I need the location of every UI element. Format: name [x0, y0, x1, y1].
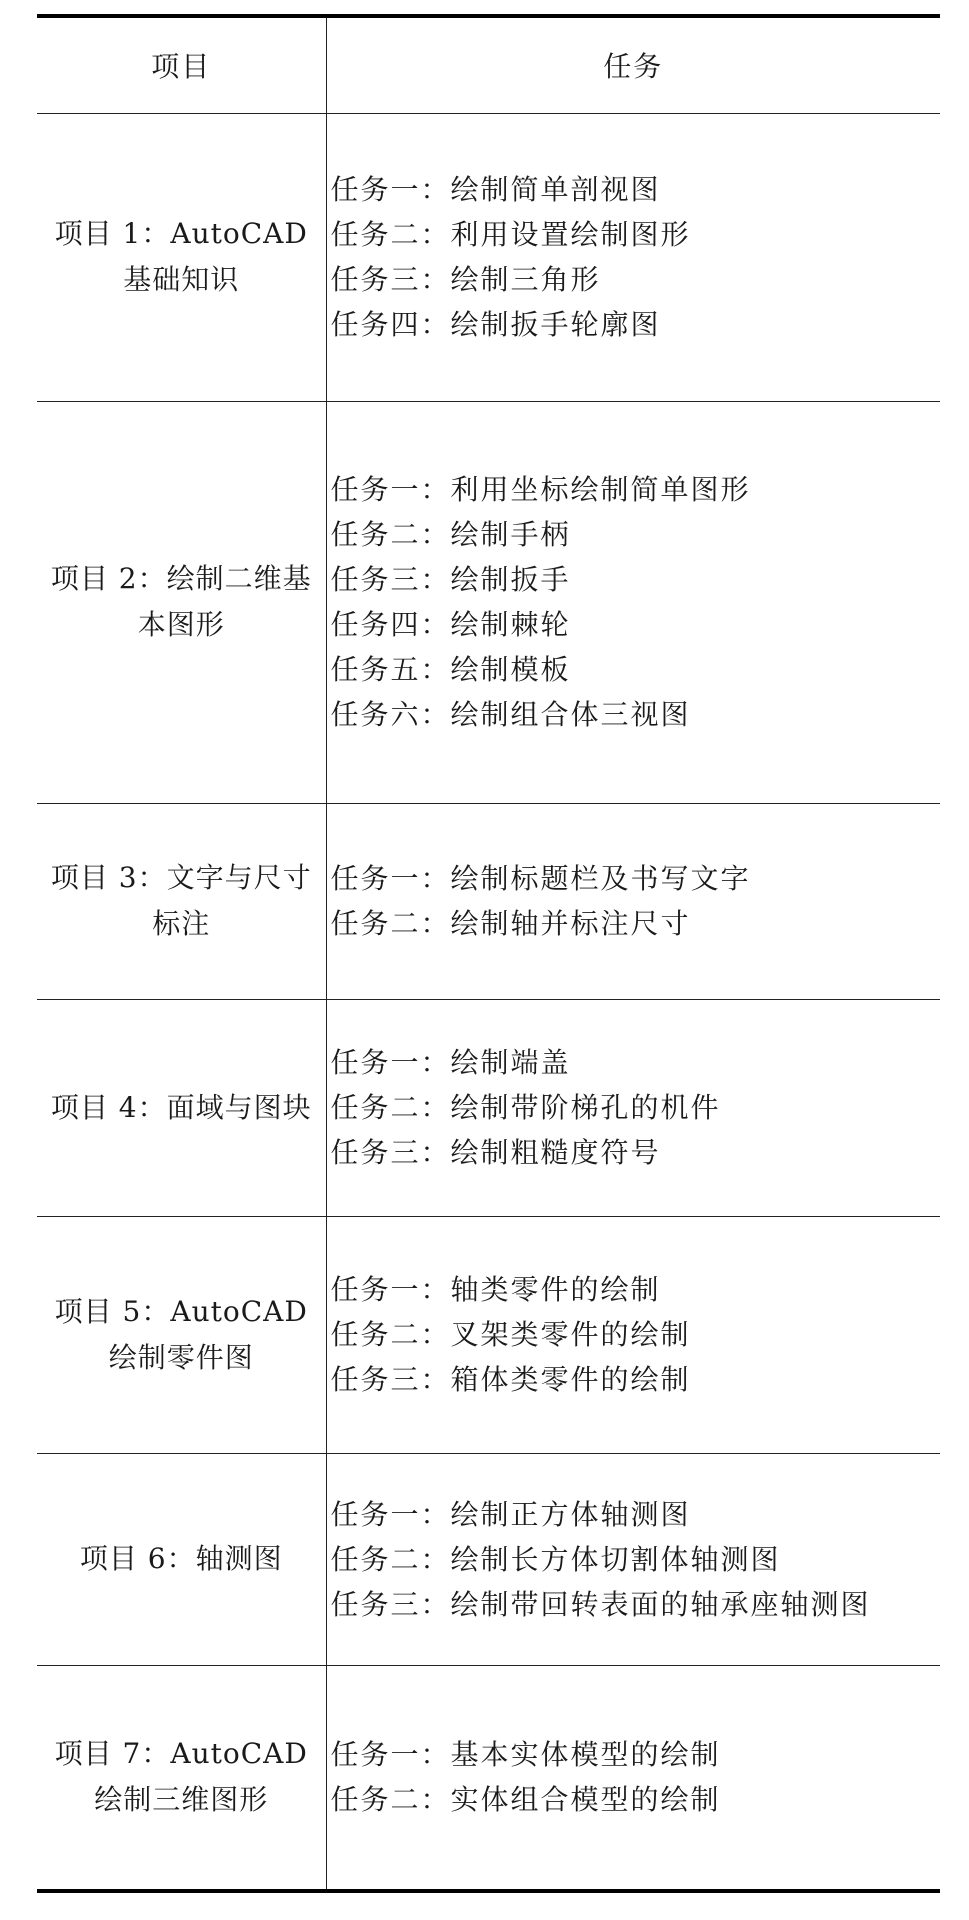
table-row [37, 1216, 940, 1453]
task-item: 任务三：绘制三角形 [330, 263, 601, 296]
task-item: 任务一：基本实体模型的绘制 [330, 1738, 721, 1772]
table-row [37, 113, 940, 401]
table-row [37, 999, 940, 1216]
table-row [37, 1665, 940, 1891]
table-row [37, 1453, 940, 1665]
task-item: 任务六：绘制组合体三视图 [330, 698, 691, 731]
task-item: 任务三：绘制扳手 [330, 563, 571, 596]
project-name: 项目 1：AutoCAD 基础知识 [37, 113, 326, 401]
task-item: 任务二：绘制带阶梯孔的机件 [330, 1091, 721, 1124]
course-table-container [37, 14, 940, 1893]
task-list [326, 999, 940, 1216]
task-item: 任务四：绘制扳手轮廓图 [330, 308, 661, 341]
header-tasks: 任务 [603, 50, 664, 84]
task-item: 任务一：绘制正方体轴测图 [330, 1497, 691, 1531]
task-list [326, 1665, 940, 1891]
task-item: 任务一：轴类零件的绘制 [330, 1273, 661, 1306]
task-item: 任务一：绘制简单剖视图 [330, 173, 661, 206]
task-item: 任务三：绘制带回转表面的轴承座轴测图 [330, 1587, 871, 1621]
header-row [37, 16, 940, 113]
task-item: 任务二：绘制长方体切割体轴测图 [330, 1542, 781, 1576]
project-name: 项目 7：AutoCAD 绘制三维图形 [37, 1665, 326, 1891]
task-item: 任务一：利用坐标绘制简单图形 [330, 473, 751, 506]
table-row [37, 803, 940, 999]
project-name: 项目 5：AutoCAD 绘制零件图 [37, 1216, 326, 1453]
task-item: 任务一：绘制端盖 [330, 1046, 571, 1079]
task-list [326, 1216, 940, 1453]
header-project: 项目 [37, 16, 326, 113]
task-item: 任务三：绘制粗糙度符号 [330, 1136, 661, 1169]
task-list [326, 1453, 940, 1665]
task-item: 任务一：绘制标题栏及书写文字 [330, 862, 751, 895]
task-list [326, 113, 940, 401]
task-item: 任务三：箱体类零件的绘制 [330, 1363, 691, 1396]
course-project-table [37, 14, 940, 1893]
task-item: 任务二：绘制轴并标注尺寸 [330, 907, 691, 940]
project-name: 项目 4：面域与图块 [37, 999, 326, 1216]
project-name: 项目 6：轴测图 [37, 1453, 326, 1665]
task-list [326, 401, 940, 803]
task-item: 任务二：绘制手柄 [330, 518, 571, 551]
task-list [326, 803, 940, 999]
task-item: 任务二：叉架类零件的绘制 [330, 1318, 691, 1351]
task-item: 任务四：绘制棘轮 [330, 608, 571, 641]
task-item: 任务二：利用设置绘制图形 [330, 218, 691, 251]
task-item: 任务二：实体组合模型的绘制 [330, 1783, 721, 1817]
project-name: 项目 3：文字与尺寸标注 [37, 803, 326, 999]
table-row [37, 401, 940, 803]
project-name: 项目 2：绘制二维基本图形 [37, 401, 326, 803]
task-item: 任务五：绘制模板 [330, 653, 571, 686]
